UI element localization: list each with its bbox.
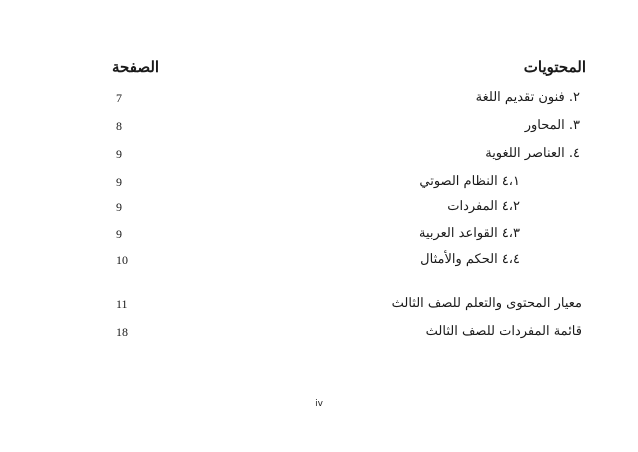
toc-subentry	[0, 172, 638, 192]
toc-subentry-title: ٤،٢ المفردات	[447, 199, 520, 214]
toc-section-title: قائمة المفردات للصف الثالث	[425, 324, 582, 339]
toc-subentry	[0, 197, 638, 217]
toc-title: المحتويات	[523, 58, 586, 76]
toc-entry-page: 9	[116, 175, 122, 189]
toc-entry-page: 8	[116, 119, 122, 133]
toc-section-title: معيار المحتوى والتعلم للصف الثالث	[391, 296, 582, 311]
toc-entry-title: ٢. فنون تقديم اللغة	[475, 90, 580, 105]
toc-entry-page: 9	[116, 227, 122, 241]
toc-entry-title: ٤. العناصر اللغوية	[485, 146, 580, 161]
toc-subentry	[0, 250, 638, 270]
toc-entry-page: 9	[116, 147, 122, 161]
toc-entry-page: 7	[116, 91, 122, 105]
toc-section	[0, 322, 638, 342]
page-number: iv	[315, 399, 323, 409]
toc-entry-page: 11	[116, 297, 128, 311]
toc-entry	[0, 144, 638, 164]
toc-entry	[0, 88, 638, 108]
toc-entry-page: 18	[116, 325, 128, 339]
toc-entry-title: ٣. المحاور	[524, 118, 580, 133]
toc-subentry	[0, 224, 638, 244]
toc-entry-page: 9	[116, 200, 122, 214]
toc-section	[0, 294, 638, 314]
toc-subentry-title: ٤،٤ الحكم والأمثال	[420, 252, 520, 267]
toc-entry-page: 10	[116, 253, 128, 267]
toc-subentry-title: ٤،١ النظام الصوتي	[419, 174, 520, 189]
page-column-label: الصفحة	[112, 58, 160, 76]
toc-subentry-title: ٤،٣ القواعد العربية	[418, 226, 520, 241]
toc-entry	[0, 116, 638, 136]
